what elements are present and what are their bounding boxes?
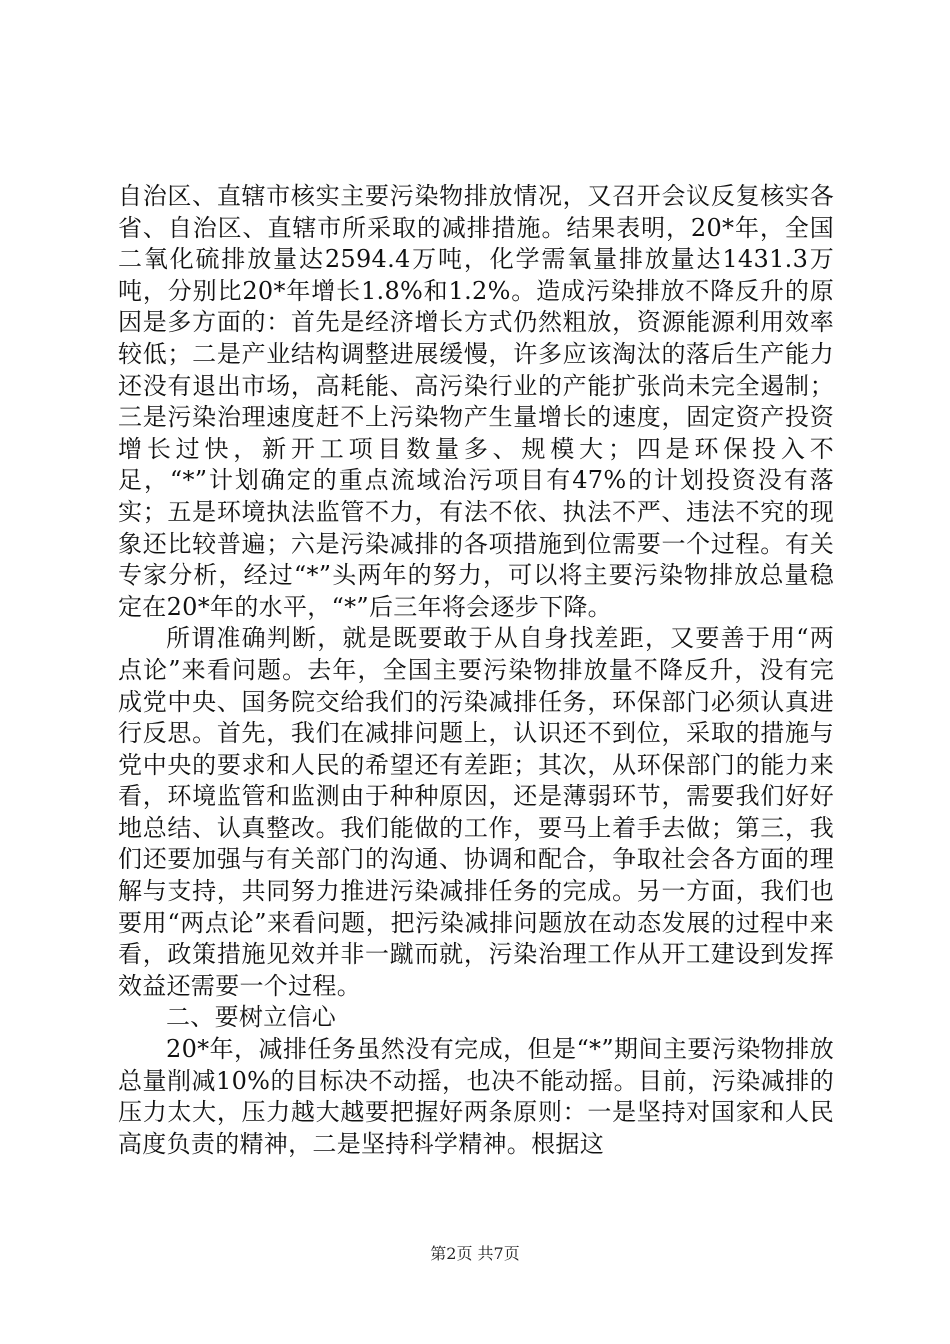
page-footer <box>0 1244 950 1264</box>
section-heading-build-confidence: 二、要树立信心 <box>166 1003 337 1032</box>
body-paragraph-1: 自治区、直辖市核实主要污染物排放情况，又召开会议反复核实各省、自治区、直辖市所采取的减排措施。结果表明，20*年，全国二氧化硫排放量达2594.4万吨，化学需氧量排放量达1431.3万吨，分别比20*年增长1.8%和1.2%。造成污染排放不降反升的原因是多方面的：首先是经济增长方式仍然粗放，资源能源利用效率较低；二是产业结构调整进展缓慢，许多应该淘汰的落后生产能力还没有退出市场，高耗能、高污染行业的产能扩张尚未完全遏制；三是污染治理速度赶不上污染物产生量增长的速度，固定资产投资增长过快，新开工项目数量多、规模大；四是环保投入不足，“*”计划确定的重点流域治污项目有47%的计划投资没有落实；五是环境执法监管不力，有法不依、执法不严、违法不究的现象还比较普遍；六是污染减排的各项措施到位需要一个过程。有关专家分析，经过“*”头两年的努力，可以将主要污染物排放总量稳定在20*年的水平，“*”后三年将会逐步下降。 <box>118 182 834 621</box>
document-body <box>118 181 834 1160</box>
body-paragraph-3: 20*年，减排任务虽然没有完成，但是“*”期间主要污染物排放总量削减10%的目标决不动摇，也决不能动摇。目前，污染减排的压力太大，压力越大越要把握好两条原则：一是坚持对国家和人民高度负责的精神，二是坚持科学精神。根据这 <box>118 1035 834 1158</box>
body-paragraph-2: 所谓准确判断，就是既要敢于从自身找差距，又要善于用“两点论”来看问题。去年，全国主要污染物排放量不降反升，没有完成党中央、国务院交给我们的污染减排任务，环保部门必须认真进行反思。首先，我们在减排问题上，认识还不到位，采取的措施与党中央的要求和人民的希望还有差距；其次，从环保部门的能力来看，环境监管和监测由于种种原因，还是薄弱环节，需要我们好好地总结、认真整改。我们能做的工作，要马上着手去做；第三，我们还要加强与有关部门的沟通、协调和配合，争取社会各方面的理解与支持，共同努力推进污染减排任务的完成。另一方面，我们也要用“两点论”来看问题，把污染减排问题放在动态发展的过程中来看，政策措施见效并非一蹴而就，污染治理工作从开工建设到发挥效益还需要一个过程。 <box>118 624 834 1000</box>
page-number: 第2页 共7页 <box>430 1244 520 1263</box>
